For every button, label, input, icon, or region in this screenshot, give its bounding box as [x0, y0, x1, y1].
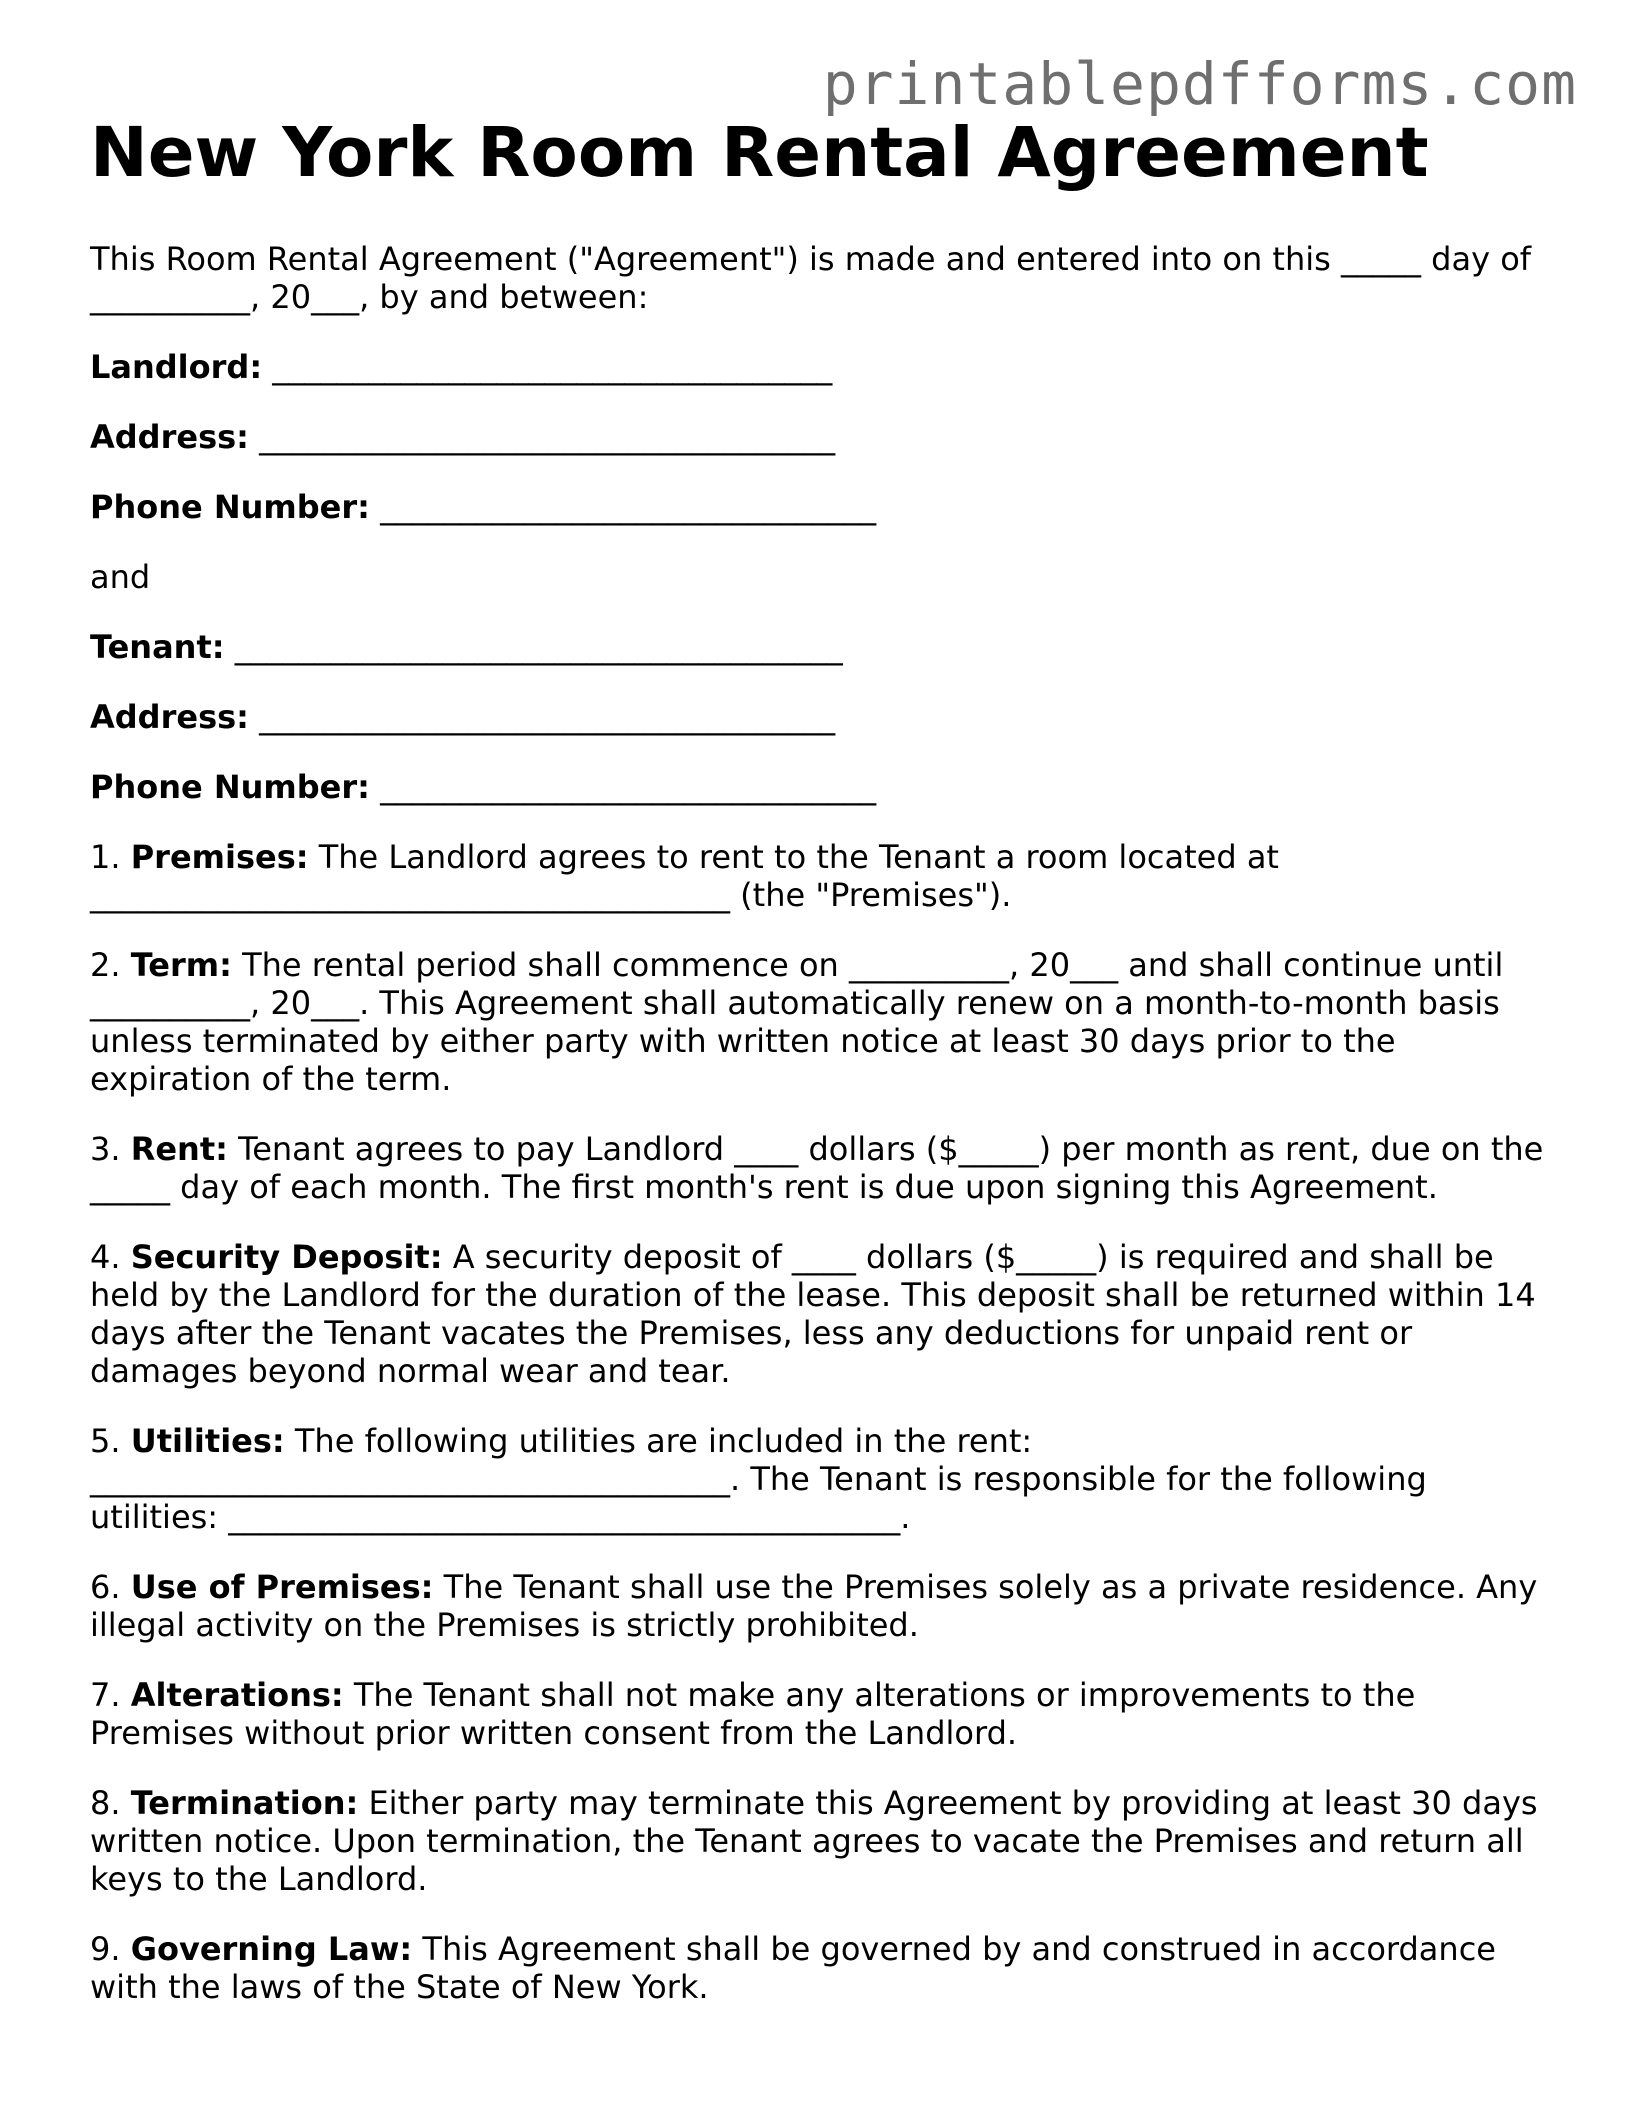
landlord-phone-field: [90, 488, 1560, 526]
clause-heading: Premises:: [130, 838, 309, 876]
document-page: [90, 108, 1560, 2038]
clause-text: The Tenant shall not make any alterations or improvements to the Premises without prior written consent from the Landlord.: [90, 1676, 1416, 1752]
clause-security-deposit: [90, 1238, 1560, 1390]
clause-text: The following utilities are included in the rent: ________________________________________. The Tenant is responsible for the following utilities: __________________________________________.: [90, 1422, 1427, 1536]
clause-number: 1.: [90, 838, 131, 876]
clause-number: 5.: [90, 1422, 131, 1460]
tenant-address-label: Address:: [90, 698, 249, 736]
and-text: and: [90, 558, 151, 596]
tenant-name-field: [90, 628, 1560, 666]
clause-heading: Termination:: [130, 1784, 359, 1822]
clause-heading: Security Deposit:: [130, 1238, 443, 1276]
clause-text: The Tenant shall use the Premises solely as a private residence. Any illegal activity on the Premises is strictly prohibited.: [90, 1568, 1538, 1644]
clause-number: 4.: [90, 1238, 131, 1276]
clause-number: 9.: [90, 1930, 131, 1968]
clause-term: [90, 946, 1560, 1098]
clause-alterations: [90, 1676, 1560, 1752]
clause-number: 7.: [90, 1676, 131, 1714]
clause-rent: [90, 1130, 1560, 1206]
tenant-phone-blank: _______________________________: [369, 768, 877, 806]
landlord-name-label: Landlord:: [90, 348, 263, 386]
document-title: New York Room Rental Agreement: [90, 113, 1429, 193]
clause-governing-law: [90, 1930, 1560, 2006]
landlord-phone-label: Phone Number:: [90, 488, 370, 526]
clause-heading: Use of Premises:: [130, 1568, 434, 1606]
clause-heading: Governing Law:: [130, 1930, 413, 1968]
watermark: printablepdfforms.com: [822, 50, 1577, 118]
clause-text: Tenant agrees to pay Landlord ____ dollars ($_____) per month as rent, due on the _____ day of each month. The first month's rent is due upon signing this Agreement.: [90, 1130, 1544, 1206]
landlord-address-label: Address:: [90, 418, 249, 456]
clause-number: 6.: [90, 1568, 131, 1606]
clause-number: 2.: [90, 946, 131, 984]
clause-text: The Landlord agrees to rent to the Tenant a room located at ________________________________________ (the "Premises").: [90, 838, 1279, 914]
tenant-address-field: [90, 698, 1560, 736]
landlord-phone-blank: _______________________________: [369, 488, 877, 526]
clause-premises: [90, 838, 1560, 914]
clause-text: Either party may terminate this Agreement by providing at least 30 days written notice. Upon termination, the Tenant agrees to vacate the Premises and return all keys to the Landlord.: [90, 1784, 1538, 1898]
clause-heading: Term:: [130, 946, 232, 984]
clause-termination: [90, 1784, 1560, 1898]
clause-heading: Rent:: [130, 1130, 228, 1168]
landlord-address-blank: ____________________________________: [248, 418, 836, 456]
clause-use-of-premises: [90, 1568, 1560, 1644]
intro-paragraph: This Room Rental Agreement ("Agreement") is made and entered into on this _____ day of __________, 20___, by and between:: [90, 240, 1532, 316]
clause-text: This Agreement shall be governed by and construed in accordance with the laws of the State of New York.: [90, 1930, 1496, 2006]
landlord-name-blank: ___________________________________: [262, 348, 833, 386]
tenant-phone-field: [90, 768, 1560, 806]
clause-text: A security deposit of ____ dollars ($_____) is required and shall be held by the Landlord for the duration of the lease. This deposit shall be returned within 14 days after the Tenant vacates the Premises, less any deductions for unpaid rent or damages beyond normal wear and tear.: [90, 1238, 1536, 1390]
tenant-name-label: Tenant:: [90, 628, 225, 666]
landlord-address-field: [90, 418, 1560, 456]
tenant-phone-label: Phone Number:: [90, 768, 370, 806]
clause-number: 8.: [90, 1784, 131, 1822]
clause-text: The rental period shall commence on __________, 20___ and shall continue until __________, 20___. This Agreement shall automatically renew on a month-to-month basis unless terminated by either party with written notice at least 30 days prior to the expiration of the term.: [90, 946, 1504, 1098]
landlord-name-field: [90, 348, 1560, 386]
clause-heading: Alterations:: [130, 1676, 344, 1714]
tenant-name-blank: ______________________________________: [224, 628, 843, 666]
tenant-address-blank: ____________________________________: [248, 698, 836, 736]
clause-number: 3.: [90, 1130, 131, 1168]
clause-heading: Utilities:: [130, 1422, 285, 1460]
clause-utilities: [90, 1422, 1560, 1536]
